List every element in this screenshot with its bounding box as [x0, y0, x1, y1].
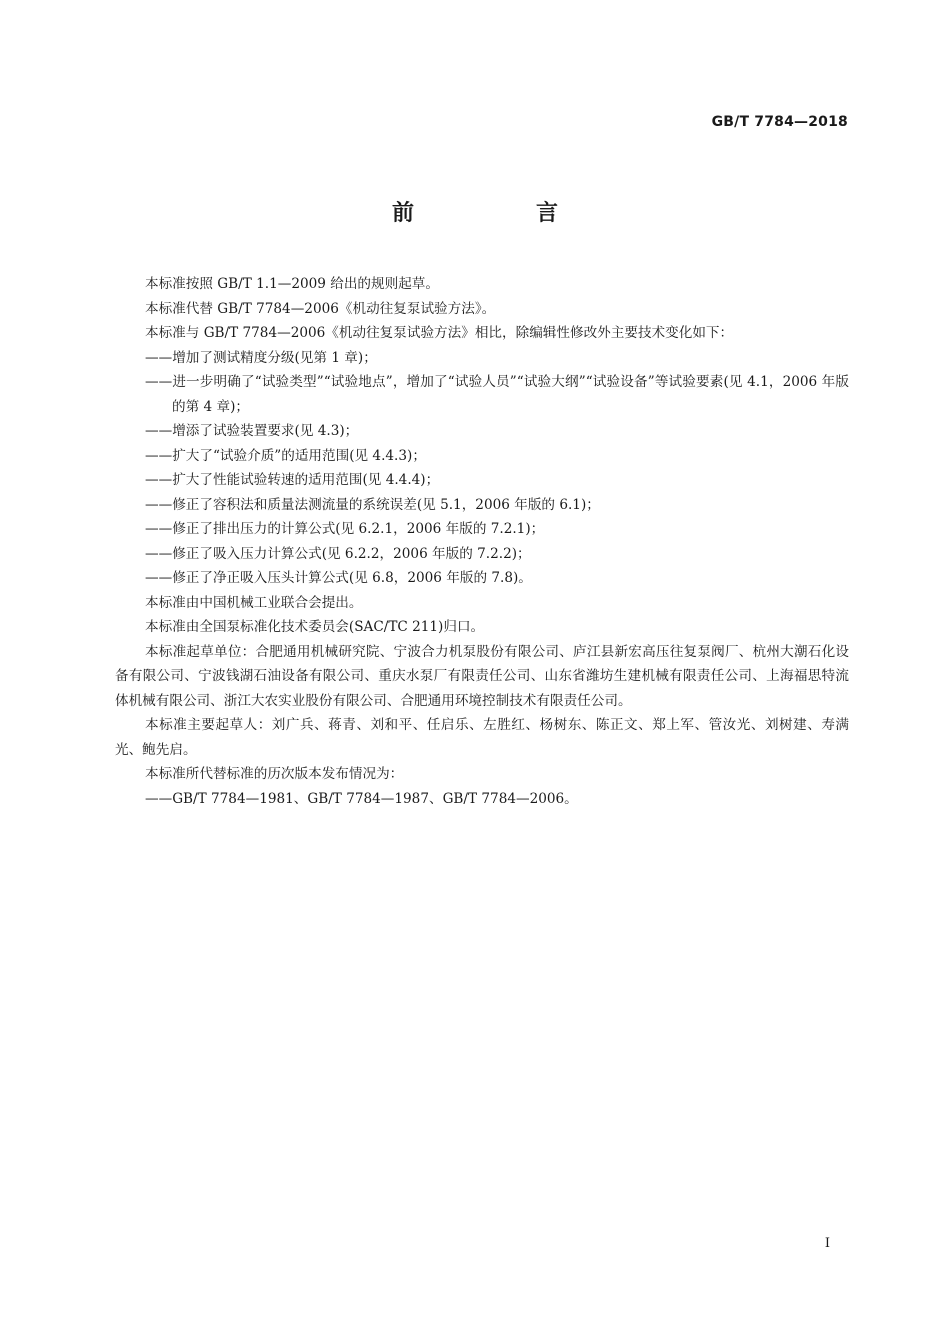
list-item: ——进一步明确了“试验类型”“试验地点”，增加了“试验人员”“试验大纲”“试验设备”等试验要素(见 4.1，2006 年版的第 4 章)； [145, 374, 849, 415]
document-body [115, 272, 849, 811]
list-item: ——增加了测试精度分级(见第 1 章)； [145, 349, 377, 366]
list-item: ——GB/T 7784—1981、GB/T 7784—1987、GB/T 7784—2006。 [145, 790, 578, 807]
standard-code: GB/T 7784—2018 [711, 114, 848, 130]
paragraph: 本标准起草单位：合肥通用机械研究院、宁波合力机泵股份有限公司、庐江县新宏高压往复泵阀厂、杭州大潮石化设备有限公司、宁波钱湖石油设备有限公司、重庆水泵厂有限责任公司、山东省潍坊生建机械有限责任公司、上海福思特流体机械有限公司、浙江大农实业股份有限公司、合肥通用环境控制技术有限责任公司。 [115, 643, 849, 709]
paragraph: 本标准按照 GB/T 1.1—2009 给出的规则起草。 [145, 276, 439, 292]
paragraph: 本标准由中国机械工业联合会提出。 [145, 594, 363, 611]
paragraph: 本标准所代替标准的历次版本发布情况为： [145, 766, 404, 782]
page-title: 前 言 [391, 201, 608, 226]
list-item: ——修正了容积法和质量法测流量的系统误差(见 5.1，2006 年版的 6.1)； [145, 496, 600, 513]
list-item: ——修正了净正吸入压头计算公式(见 6.8，2006 年版的 7.8)。 [145, 570, 532, 586]
list-item: ——修正了吸入压力计算公式(见 6.2.2，2006 年版的 7.2.2)； [145, 545, 531, 562]
list-item: ——修正了排出压力的计算公式(见 6.2.1，2006 年版的 7.2.1)； [145, 521, 545, 537]
paragraph: 本标准主要起草人：刘广兵、蒋青、刘和平、任启乐、左胜红、杨树东、陈正文、郑上军、管汝光、刘树建、寿满光、鲍先启。 [115, 717, 849, 758]
list-item: ——扩大了“试验介质”的适用范围(见 4.4.3)； [145, 447, 426, 464]
page-number: I [824, 1236, 830, 1251]
paragraph: 本标准与 GB/T 7784—2006《机动往复泵试验方法》相比，除编辑性修改外主要技术变化如下： [145, 325, 734, 341]
list-item: ——扩大了性能试验转速的适用范围(见 4.4.4)； [145, 472, 440, 488]
list-item: ——增添了试验装置要求(见 4.3)； [145, 423, 359, 439]
paragraph: 本标准代替 GB/T 7784—2006《机动往复泵试验方法》。 [145, 300, 496, 317]
paragraph: 本标准由全国泵标准化技术委员会(SAC/TC 211)归口。 [145, 619, 485, 635]
